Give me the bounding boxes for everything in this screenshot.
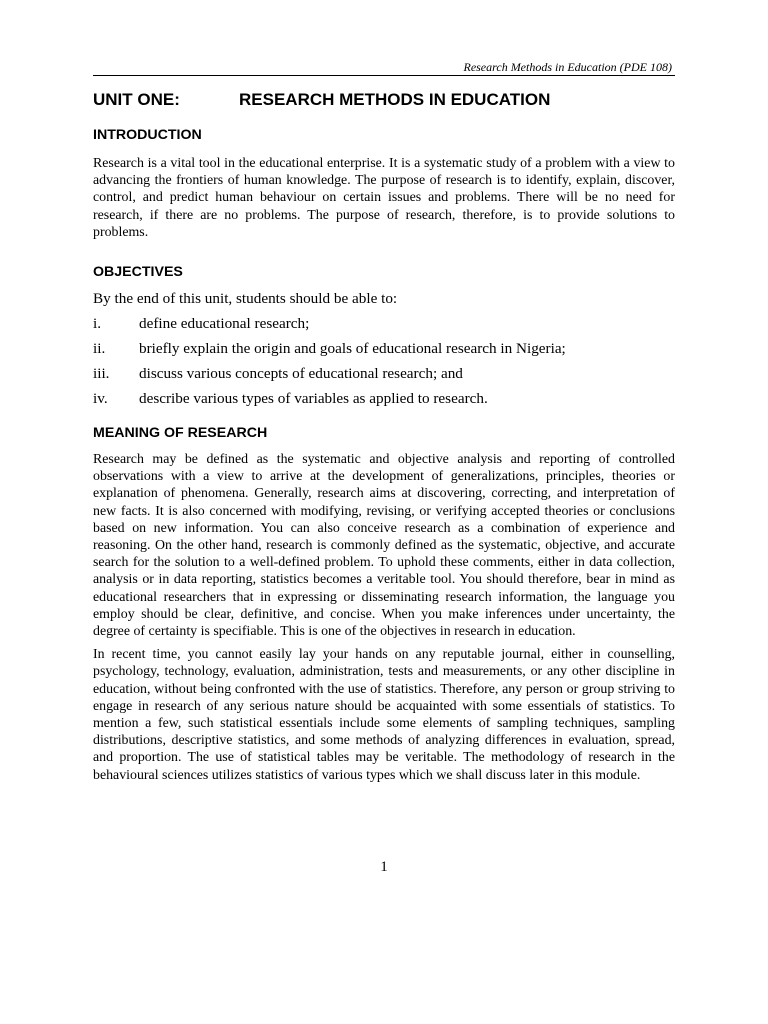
unit-title-text: RESEARCH METHODS IN EDUCATION [239, 90, 551, 109]
list-item [93, 340, 675, 358]
list-item [93, 315, 675, 333]
objectives-list [93, 315, 675, 408]
list-item [93, 365, 675, 383]
objectives-lead: By the end of this unit, students should be able to: [93, 290, 398, 308]
list-item-number: ii. [93, 340, 106, 358]
page-content [93, 88, 675, 784]
unit-title [93, 88, 675, 112]
list-item-text: define educational research; [139, 315, 310, 333]
header-rule [93, 75, 675, 76]
meaning-paragraph-2: In recent time, you cannot easily lay your hands on any reputable journal, either in counselling, psychology, technology, evaluation, administration, tests and measurements, or any other discipline in education, without being confronted with the use of statistics. Therefore, any person or group striving to engage in research of any serious nature should be acquainted with some essentials of statistics. To mention a few, such statistical essentials include some elements of sampling techniques, sampling distributions, descriptive statistics, and some methods of analyzing differences in evaluation, spread, and proportion. The use of statistical tables may be veritable. The methodology of research in the behavioural sciences utilizes statistics of various types which we shall discuss later in this module. [93, 647, 675, 783]
list-item-number: i. [93, 315, 102, 333]
meaning-paragraph-1: Research may be defined as the systematic and objective analysis and reporting of controlled observations with a view to arrive at the development of generalizations, principles, theories or explanation of phenomena. Generally, research aims at discovering, correcting, and interpretation of new facts. It is also concerned with modifying, revising, or verifying accepted theories or conclusions based on new information. You can also conceive research as a combination of experience and reasoning. On the other hand, research is commonly defined as the systematic, objective, and accurate search for the solution to a well-defined problem. To uphold these comments, either in data collection, analysis or in data reporting, statistics becomes a veritable tool. You should therefore, bear in mind as educational researchers that in expressing or disseminating research information, the language you employ should be clear, definitive, and concise. When you make inferences under uncertainty, the degree of certainty is specifiable. This is one of the objectives in research in education. [93, 452, 675, 640]
list-item-number: iv. [93, 390, 108, 408]
objectives-heading: OBJECTIVES [93, 264, 183, 281]
page-number: 1 [380, 859, 388, 875]
list-item-text: discuss various concepts of educational research; and [139, 365, 463, 383]
list-item-number: iii. [93, 365, 110, 383]
list-item-text: briefly explain the origin and goals of educational research in Nigeria; [139, 340, 566, 358]
introduction-paragraph: Research is a vital tool in the educational enterprise. It is a systematic study of a problem with a view to advancing the frontiers of human knowledge. The purpose of research is to identify, explain, discover, control, and predict human behaviour on certain issues and problems. There will be no need for research, if there are no problems. The purpose of research, therefore, is to provide solutions to problems. [93, 156, 675, 240]
introduction-heading: INTRODUCTION [93, 127, 202, 143]
running-header: Research Methods in Education (PDE 108) [463, 60, 672, 74]
meaning-heading: MEANING OF RESEARCH [93, 425, 268, 442]
list-item-text: describe various types of variables as applied to research. [139, 390, 488, 408]
unit-number: UNIT ONE: [93, 90, 180, 109]
list-item [93, 390, 675, 408]
